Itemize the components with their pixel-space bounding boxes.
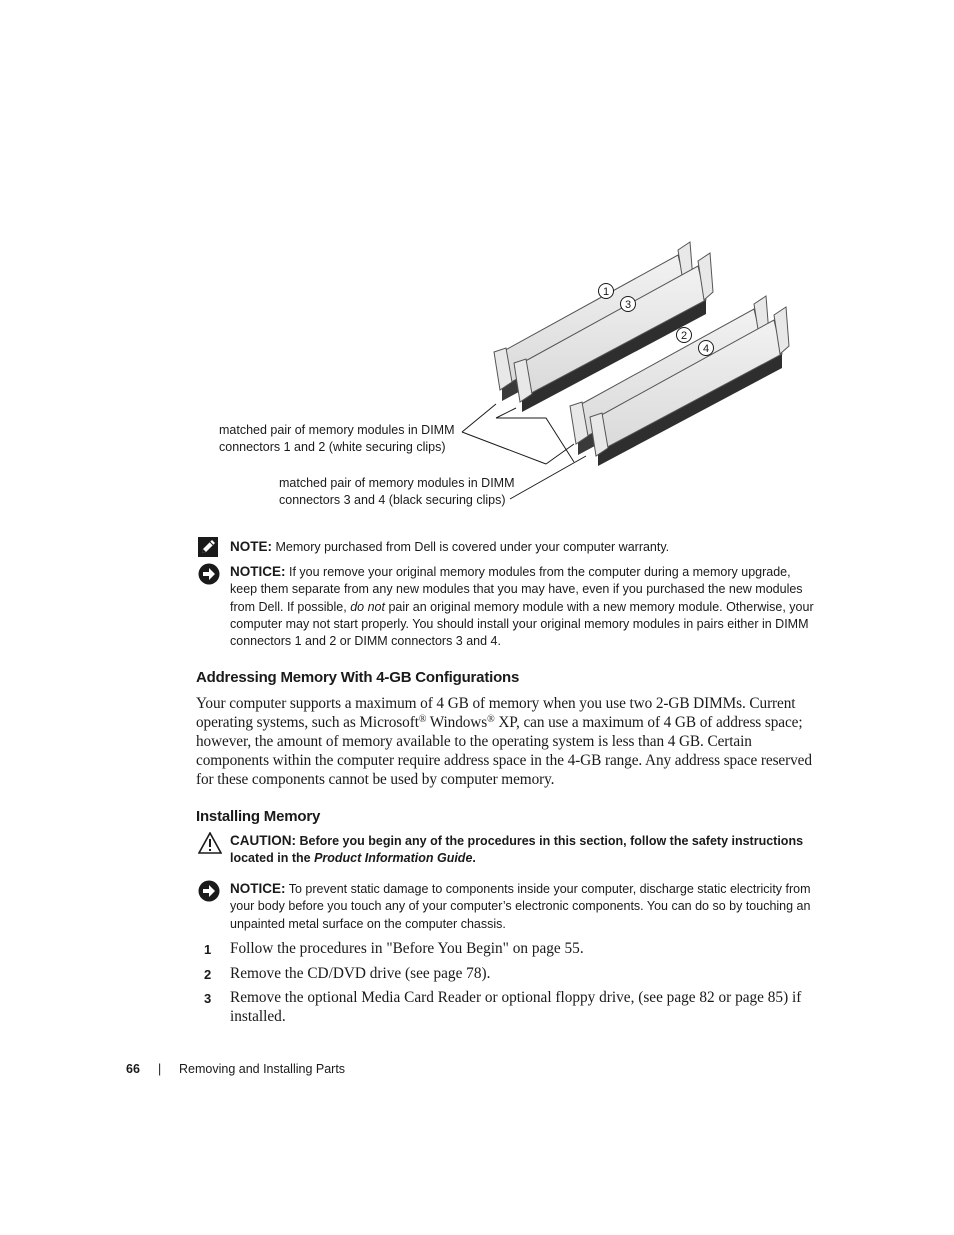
caution-label: CAUTION:: [230, 833, 296, 848]
paragraph-part-c: XP, can use a maximum of 4 GB of address space; however, the amount of memory available to the operating system is less than 4 GB. Certain components within the computer require address space in the 4-GB range. Any address space reserved for these components cannot be used by computer memory.: [196, 714, 812, 788]
label-black-clips: [279, 475, 515, 509]
step-number: 2: [204, 967, 212, 982]
notice-1-text-a: If you remove your original memory modules from the computer during a memory upgrade, keep them separate from any new modules that you may have, even if you purchased the new modules from Dell. If possible,: [230, 565, 803, 614]
caution-block: [198, 832, 814, 872]
footer-section-title: Removing and Installing Parts: [179, 1062, 346, 1076]
step-number: 1: [204, 942, 212, 957]
note-label: NOTE:: [230, 539, 272, 554]
callout-1-label: 1: [602, 286, 610, 298]
heading-addressing-memory: Addressing Memory With 4-GB Configurations: [196, 669, 520, 686]
page-number: 66: [126, 1062, 140, 1076]
paragraph-part-b: Windows: [426, 714, 488, 731]
paragraph-part-a: Your computer supports a maximum of 4 GB of memory when you use two 2-GB DIMMs. Current operating systems, such as Microsoft: [196, 695, 796, 731]
note-text: Memory purchased from Dell is covered under your computer warranty.: [275, 540, 670, 554]
note-block: [198, 537, 814, 557]
caution-triangle-icon: [198, 832, 222, 854]
notice-arrow-icon: [198, 563, 220, 585]
step-text: Follow the procedures in "Before You Begin" on page 55.: [230, 940, 584, 957]
notice-1-emphasis: do not: [350, 599, 385, 614]
label-white-clips-line2: connectors 1 and 2 (white securing clips): [219, 440, 446, 454]
notice-block-2: [198, 880, 814, 936]
notice-1-label: NOTICE:: [230, 564, 286, 579]
callout-3-label: 3: [624, 299, 632, 311]
notice-2-label: NOTICE:: [230, 881, 286, 896]
callout-2: [677, 328, 692, 343]
callout-3: [621, 297, 636, 312]
notice-block-1: [198, 563, 814, 653]
caution-text-a: Before you begin any of the procedures in this section, follow the safety instructions located in the: [230, 834, 804, 866]
footer-separator: |: [158, 1062, 162, 1076]
registered-mark-2: ®: [487, 714, 495, 725]
step-text: Remove the CD/DVD drive (see page 78).: [230, 965, 491, 982]
callout-1: [599, 284, 614, 299]
caution-emphasis: Product Information Guide: [314, 851, 473, 866]
notice-arrow-icon: [198, 880, 220, 902]
paragraph-addressing-memory: [196, 694, 814, 789]
label-white-clips-line1: matched pair of memory modules in DIMM: [219, 423, 455, 437]
callout-4: [699, 341, 714, 356]
step-number: 3: [204, 991, 212, 1006]
pencil-note-icon: [198, 537, 220, 559]
heading-installing-memory: Installing Memory: [196, 808, 321, 825]
label-white-clips: [219, 422, 455, 456]
label-black-clips-line2: connectors 3 and 4 (black securing clips): [279, 493, 506, 507]
label-black-clips-line1: matched pair of memory modules in DIMM: [279, 476, 515, 490]
caution-text-b: .: [472, 851, 476, 866]
step-text: Remove the optional Media Card Reader or optional floppy drive, (see page 82 or page 85) if installed.: [230, 989, 802, 1025]
registered-mark-1: ®: [418, 714, 427, 725]
notice-1-text-b: pair an original memory module with a new memory module. Otherwise, your computer may not start properly. You should install your original memory modules in pairs either in DIMM connectors 1 and 2 or DIMM connectors 3 and 4.: [230, 599, 814, 649]
callout-2-label: 2: [680, 330, 688, 342]
callout-4-label: 4: [702, 343, 710, 355]
notice-2-text: To prevent static damage to components inside your computer, discharge static electricity from your body before you touch any of your computer’s electronic components. You can do so by touching an unpainted metal surface on the computer chassis.: [230, 882, 811, 931]
